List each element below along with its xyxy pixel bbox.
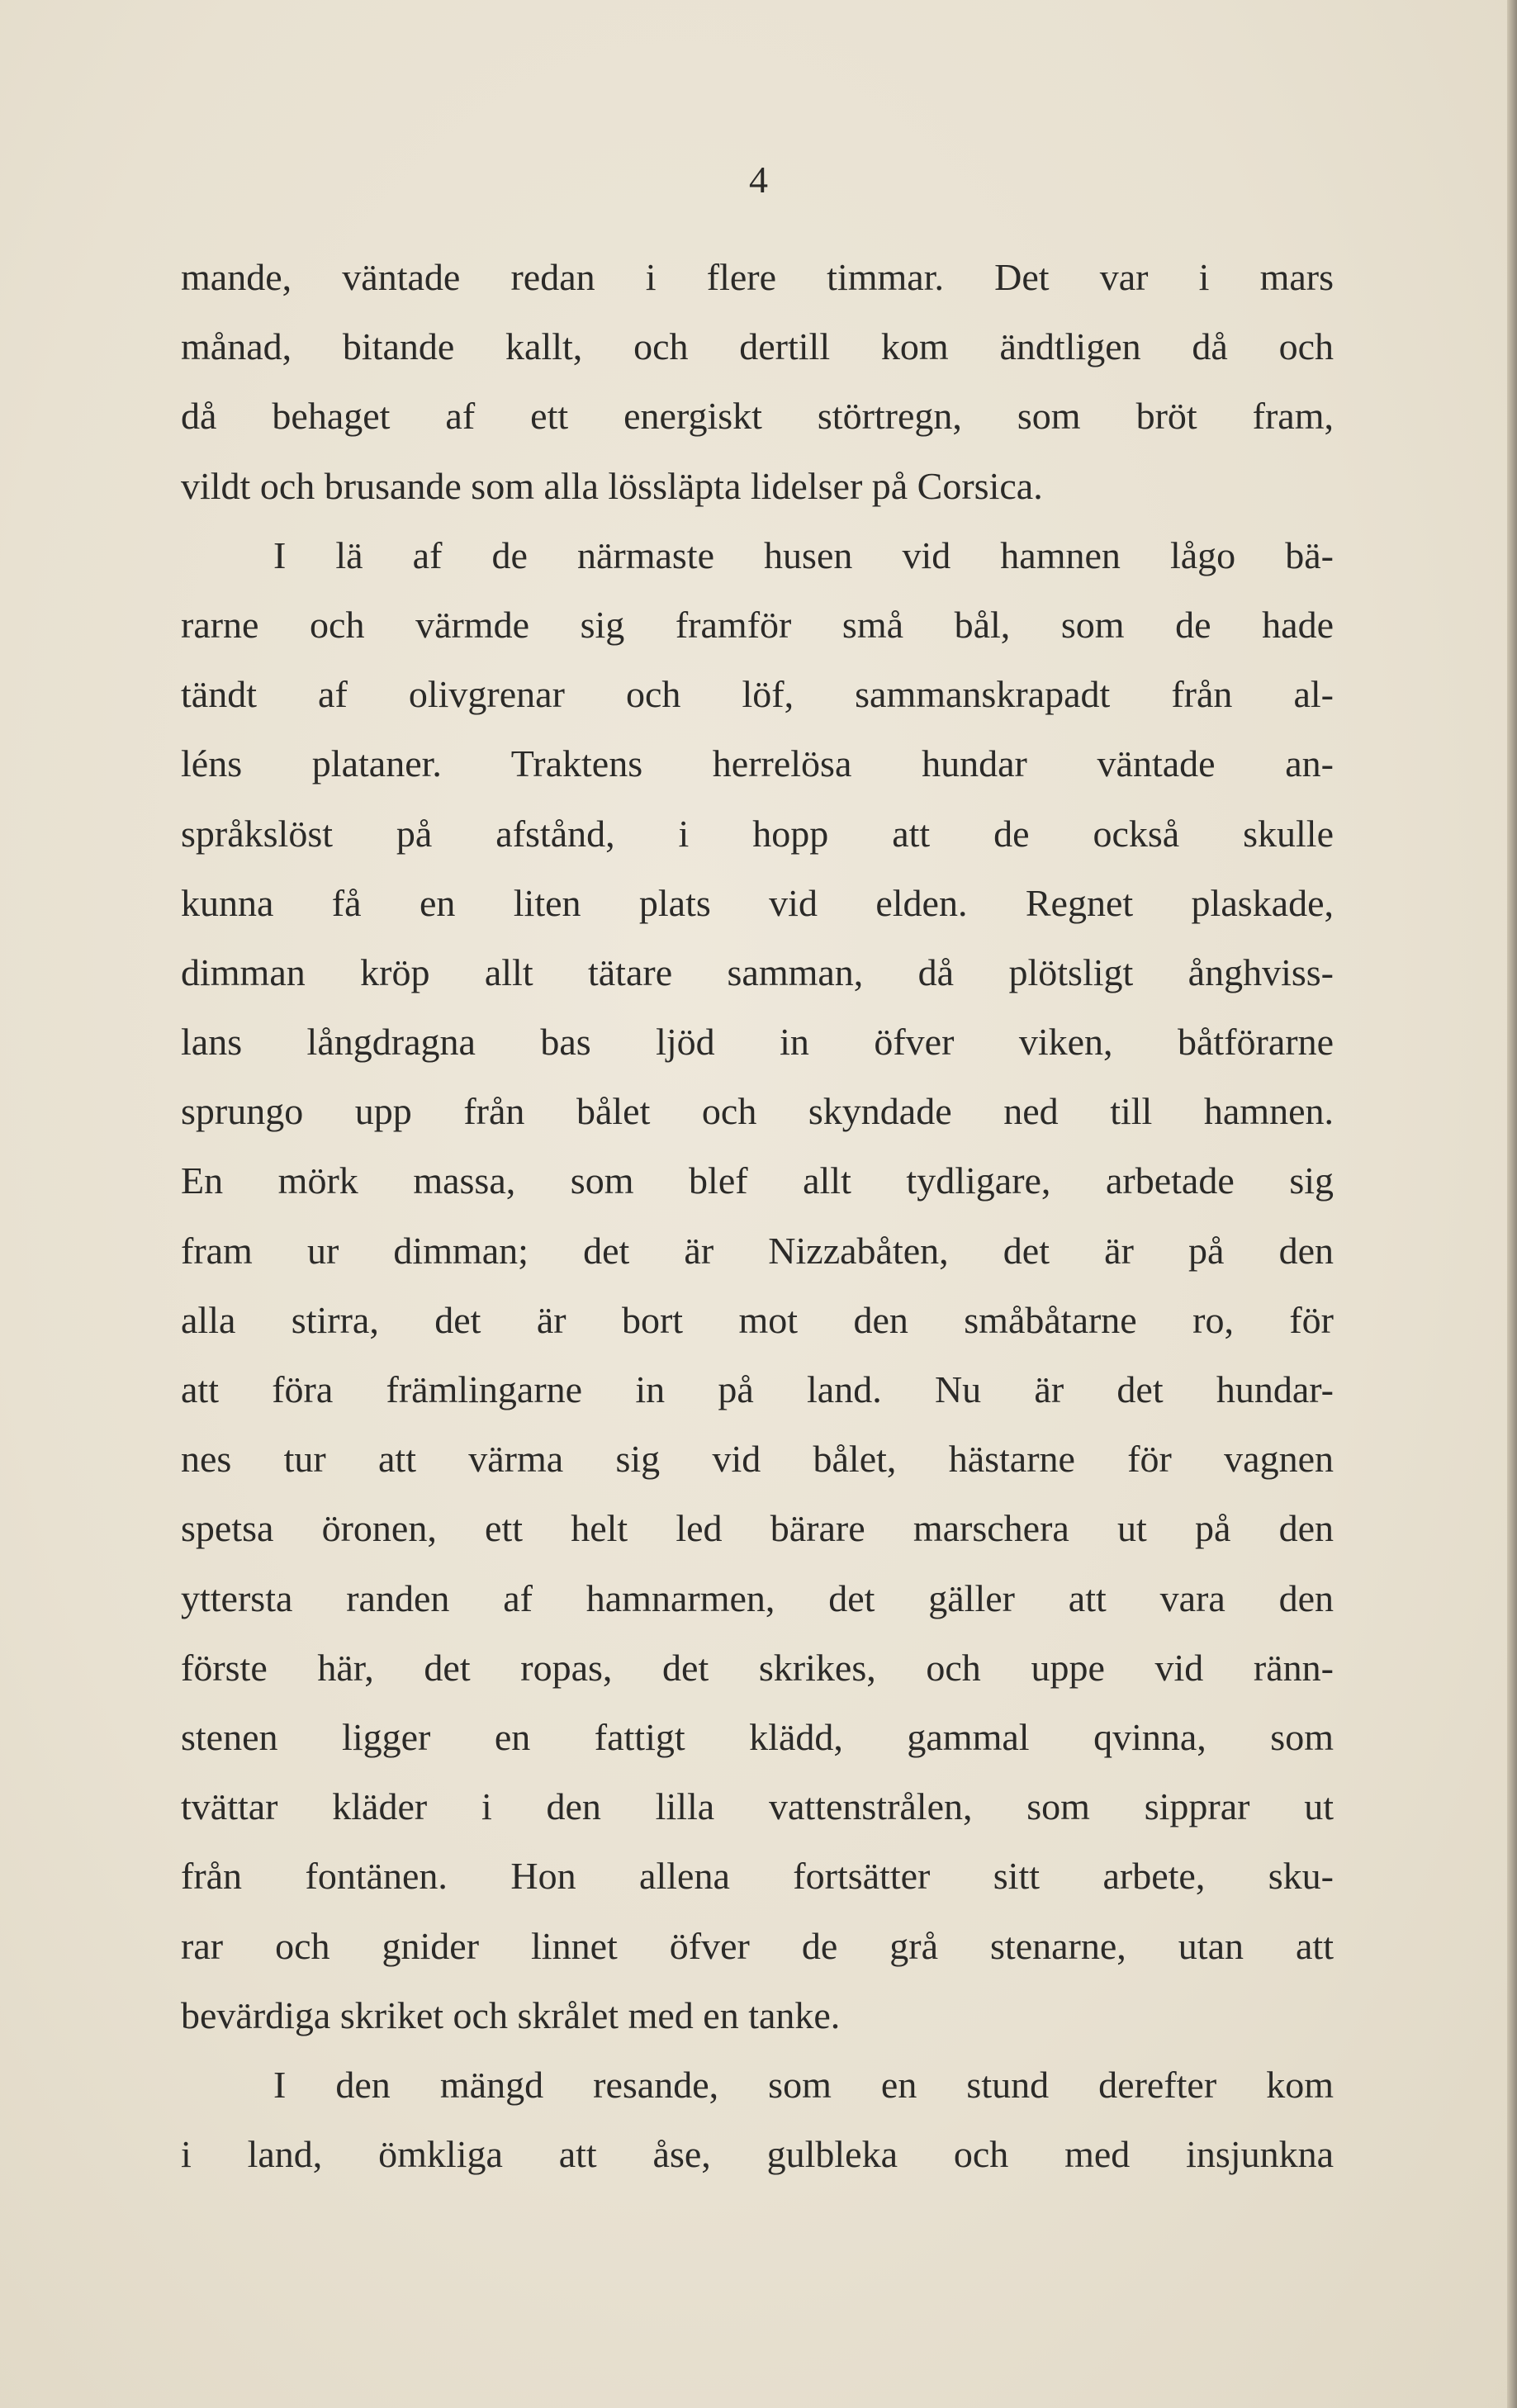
text-line: tändt af olivgrenar och löf, sammanskrapadt från al- — [181, 673, 1334, 716]
text-line: kunna få en liten plats vid elden. Regnet plaskade, — [181, 881, 1334, 924]
text-line: nes tur att värma sig vid bålet, hästarne för vagnen — [181, 1438, 1334, 1481]
text-line: vildt och brusande som alla lössläpta lidelser på Corsica. — [181, 464, 1043, 507]
text-line: då behaget af ett energiskt störtregn, som bröt fram, — [181, 395, 1334, 438]
text-line: lans långdragna bas ljöd in öfver viken, båtförarne — [181, 1021, 1334, 1064]
text-line: dimman kröp allt tätare samman, då plötsligt ånghviss- — [181, 950, 1334, 993]
text-line: sprungo upp från bålet och skyndade ned till hamnen. — [181, 1090, 1334, 1133]
text-line: I den mängd resande, som en stund derefter kom — [273, 2063, 1334, 2106]
page-edge-shadow — [1507, 0, 1517, 2408]
text-line: alla stirra, det är bort mot den småbåtarne ro, för — [181, 1298, 1334, 1341]
text-line: bevärdiga skriket och skrålet med en tanke. — [181, 1993, 841, 2036]
text-line: I lä af de närmaste husen vid hamnen lågo bä- — [273, 533, 1334, 576]
text-line: i land, ömkliga att åse, gulbleka och med insjunkna — [181, 2133, 1334, 2176]
text-line: månad, bitande kallt, och dertill kom ändtligen då och — [181, 325, 1334, 368]
text-line: från fontänen. Hon allena fortsätter sitt arbete, sku- — [181, 1855, 1334, 1898]
text-line: léns plataner. Traktens herrelösa hundar väntade an- — [181, 742, 1334, 785]
text-line: mande, väntade redan i flere timmar. Det var i mars — [181, 256, 1334, 298]
text-line: rar och gnider linnet öfver de grå stenarne, utan att — [181, 1924, 1334, 1967]
text-line: En mörk massa, som blef allt tydligare, arbetade sig — [181, 1159, 1334, 1202]
text-line: stenen ligger en fattigt klädd, gammal qvinna, som — [181, 1715, 1334, 1758]
text-line: fram ur dimman; det är Nizzabåten, det är på den — [181, 1229, 1334, 1272]
text-line: spetsa öronen, ett helt led bärare marschera ut på den — [181, 1507, 1334, 1550]
text-line: att föra främlingarne in på land. Nu är det hundar- — [181, 1368, 1334, 1410]
text-line: yttersta randen af hamnarmen, det gäller att vara den — [181, 1576, 1334, 1619]
text-line: tvättar kläder i den lilla vattenstrålen, som sipprar ut — [181, 1785, 1334, 1828]
text-line: språkslöst på afstånd, i hopp att de också skulle — [181, 812, 1334, 855]
page-number: 4 — [749, 159, 768, 201]
body-text — [181, 243, 1334, 2189]
text-line: rarne och värmde sig framför små bål, som de hade — [181, 603, 1334, 646]
text-line: förste här, det ropas, det skrikes, och uppe vid ränn- — [181, 1646, 1334, 1689]
